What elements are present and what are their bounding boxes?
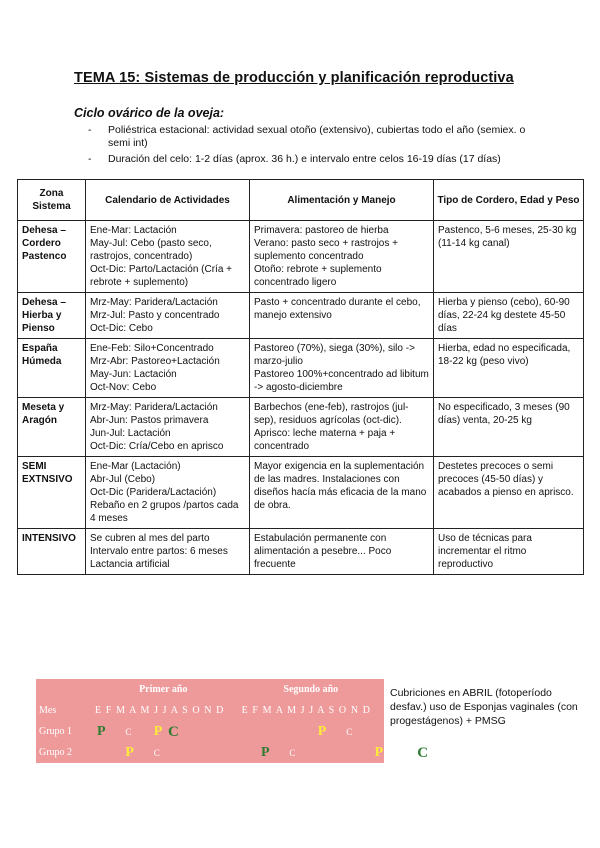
calendar-cell: [86, 457, 250, 529]
lamb-cell: [434, 457, 584, 529]
header-feeding: Alimentación y Manejo: [250, 180, 434, 221]
calendar-line: Ene-Feb: Silo+Concentrado: [90, 343, 214, 354]
calendar-line: Mrz-Jul: Pasto y concentrado: [90, 310, 220, 321]
group1-marks: [89, 721, 384, 742]
repro-mark: P: [317, 724, 327, 739]
lamb-cell: [434, 221, 584, 293]
lamb-cell: [434, 529, 584, 575]
calendar-line: Ene-Mar: Lactación: [90, 225, 177, 236]
lamb-line: Uso de técnicas para incrementar el ritmo reproductivo: [438, 533, 532, 570]
calendar-cell: [86, 398, 250, 457]
lamb-line: Hierba y pienso (cebo), 60-90 días, 22-24 kg destete 45-50 días: [438, 297, 570, 334]
calendar-line: Oct-Dic: Parto/Lactación (Cría + rebrote + suplemento): [90, 264, 232, 288]
bullet-item: - Poliéstrica estacional: actividad sexual otoño (extensivo), cubiertas todo el año (semiex. o semi int): [88, 124, 548, 150]
table-header-row: [18, 180, 584, 221]
feeding-cell: [250, 293, 434, 339]
feeding-line: Primavera: pastoreo de hierba: [254, 225, 389, 236]
calendar-line: May-Jun: Lactación: [90, 369, 177, 380]
table-row: [18, 398, 584, 457]
calendar-line: Se cubren al mes del parto: [90, 533, 210, 544]
calendar-line: Mrz-May: Paridera/Lactación: [90, 402, 218, 413]
table-row: [18, 457, 584, 529]
repro-mark: P: [97, 724, 106, 739]
repro-mark: C: [346, 727, 353, 737]
zone-cell: España Húmeda: [18, 339, 86, 398]
feeding-line: Barbechos (ene-feb), rastrojos (jul-sep), residuos agrícolas (oct-dic). Aprisco: leche materna + paja + concentrado: [254, 402, 409, 452]
table-row: [18, 339, 584, 398]
group2-marks: [89, 742, 429, 763]
header-lamb: Tipo de Cordero, Edad y Peso: [434, 180, 584, 221]
calendar-line: Oct-Dic (Paridera/Lactación): [90, 487, 217, 498]
table-row: [18, 529, 584, 575]
repro-mark: P: [153, 724, 163, 739]
calendar-line: May-Jul: Cebo (pasto seco, rastrojos, concentrado): [90, 238, 212, 262]
calendar-cell: [86, 293, 250, 339]
repro-mark: P: [374, 745, 384, 760]
repro-mark: C: [125, 727, 132, 737]
calendar-line: Ene-Mar (Lactación): [90, 461, 181, 472]
zone-cell: SEMI EXTNSIVO: [18, 457, 86, 529]
calendar-line: Lactancia artificial: [90, 559, 170, 570]
repro-mark: C: [168, 724, 179, 740]
header-calendar: Calendario de Actividades: [86, 180, 250, 221]
header-zone: Zona Sistema: [18, 180, 86, 221]
group2-label: Grupo 2: [39, 747, 73, 758]
lamb-line: Hierba, edad no especificada, 18-22 kg (peso vivo): [438, 343, 571, 367]
repro-mark: C: [417, 745, 429, 761]
feeding-cell: [250, 529, 434, 575]
feeding-line: Mayor exigencia en la suplementación de las madres. Instalaciones con diseños hacía más eficacia de la mano de obra.: [254, 461, 427, 511]
calendar-line: Oct-Dic: Cebo: [90, 323, 153, 334]
feeding-cell: [250, 339, 434, 398]
feeding-cell: [250, 457, 434, 529]
year1-label: Primer año: [139, 684, 188, 695]
zone-cell: INTENSIVO: [18, 529, 86, 575]
repro-mark: C: [153, 748, 160, 758]
calendar-cell: [86, 529, 250, 575]
feeding-line: Otoño: rebrote + suplemento concentrado ligero: [254, 264, 382, 288]
lamb-line: No especificado, 3 meses (90 días) venta, 20-25 kg: [438, 402, 570, 426]
table-row: [18, 293, 584, 339]
production-systems-table: [17, 179, 584, 575]
calendar-line: Mrz-May: Paridera/Lactación: [90, 297, 218, 308]
calendar-line: Abr-Jul (Cebo): [90, 474, 156, 485]
feeding-line: Pastoreo 100%+concentrado ad libitum -> agosto-diciembre: [254, 369, 429, 393]
calendar-line: Oct-Nov: Cebo: [90, 382, 157, 393]
section-subtitle: Ciclo ovárico de la oveja:: [74, 106, 225, 120]
lamb-cell: [434, 398, 584, 457]
page-title: TEMA 15: Sistemas de producción y planificación reproductiva: [74, 70, 514, 86]
reproductive-planning-table: [36, 679, 429, 763]
bullet-item: - Duración del celo: 1-2 días (aprox. 36 h.) e intervalo entre celos 16-19 días (17 días): [88, 153, 548, 166]
bullet-list: [88, 124, 548, 169]
months-year2: E F M A M J J A S O N D: [241, 705, 372, 716]
lamb-line: Destetes precoces o semi precoces (45-50 días) y acabados a pienso en aprisco.: [438, 461, 574, 498]
lamb-line: Pastenco, 5-6 meses, 25-30 kg (11-14 kg canal): [438, 225, 577, 249]
repro-mark: P: [261, 745, 270, 760]
zone-cell: Meseta y Aragón: [18, 398, 86, 457]
lamb-cell: [434, 293, 584, 339]
feeding-line: Verano: pasto seco + rastrojos + suplemento concentrado: [254, 238, 398, 262]
lamb-cell: [434, 339, 584, 398]
zone-cell: Dehesa – Cordero Pastenco: [18, 221, 86, 293]
group1-label: Grupo 1: [39, 726, 73, 737]
breeding-note: Cubriciones en ABRIL (fotoperíodo desfav.) uso de Esponjas vaginales (con progestágenos) + PMSG: [390, 687, 578, 727]
feeding-cell: [250, 221, 434, 293]
months-year1: E F M A M J J A S O N D: [95, 705, 225, 716]
repro-mark: C: [289, 748, 296, 758]
calendar-line: Rebaño en 2 grupos /partos cada 4 meses: [90, 500, 239, 524]
feeding-line: Estabulación permanente con alimentación a pesebre... Poco frecuente: [254, 533, 392, 570]
feeding-line: Pasto + concentrado durante el cebo, manejo extensivo: [254, 297, 421, 321]
calendar-cell: [86, 339, 250, 398]
calendar-line: Jun-Jul: Lactación: [90, 428, 171, 439]
month-row-label: Mes: [39, 705, 57, 716]
calendar-cell: [86, 221, 250, 293]
table-row: [18, 221, 584, 293]
zone-cell: Dehesa – Hierba y Pienso: [18, 293, 86, 339]
calendar-line: Abr-Jun: Pastos primavera: [90, 415, 209, 426]
calendar-line: Intervalo entre partos: 6 meses: [90, 546, 228, 557]
year2-label: Segundo año: [283, 684, 339, 695]
calendar-line: Oct-Dic: Cría/Cebo en aprisco: [90, 441, 224, 452]
calendar-line: Mrz-Abr: Pastoreo+Lactación: [90, 356, 220, 367]
feeding-line: Pastoreo (70%), siega (30%), silo -> marzo-julio: [254, 343, 415, 367]
feeding-cell: [250, 398, 434, 457]
repro-mark: P: [125, 745, 134, 760]
